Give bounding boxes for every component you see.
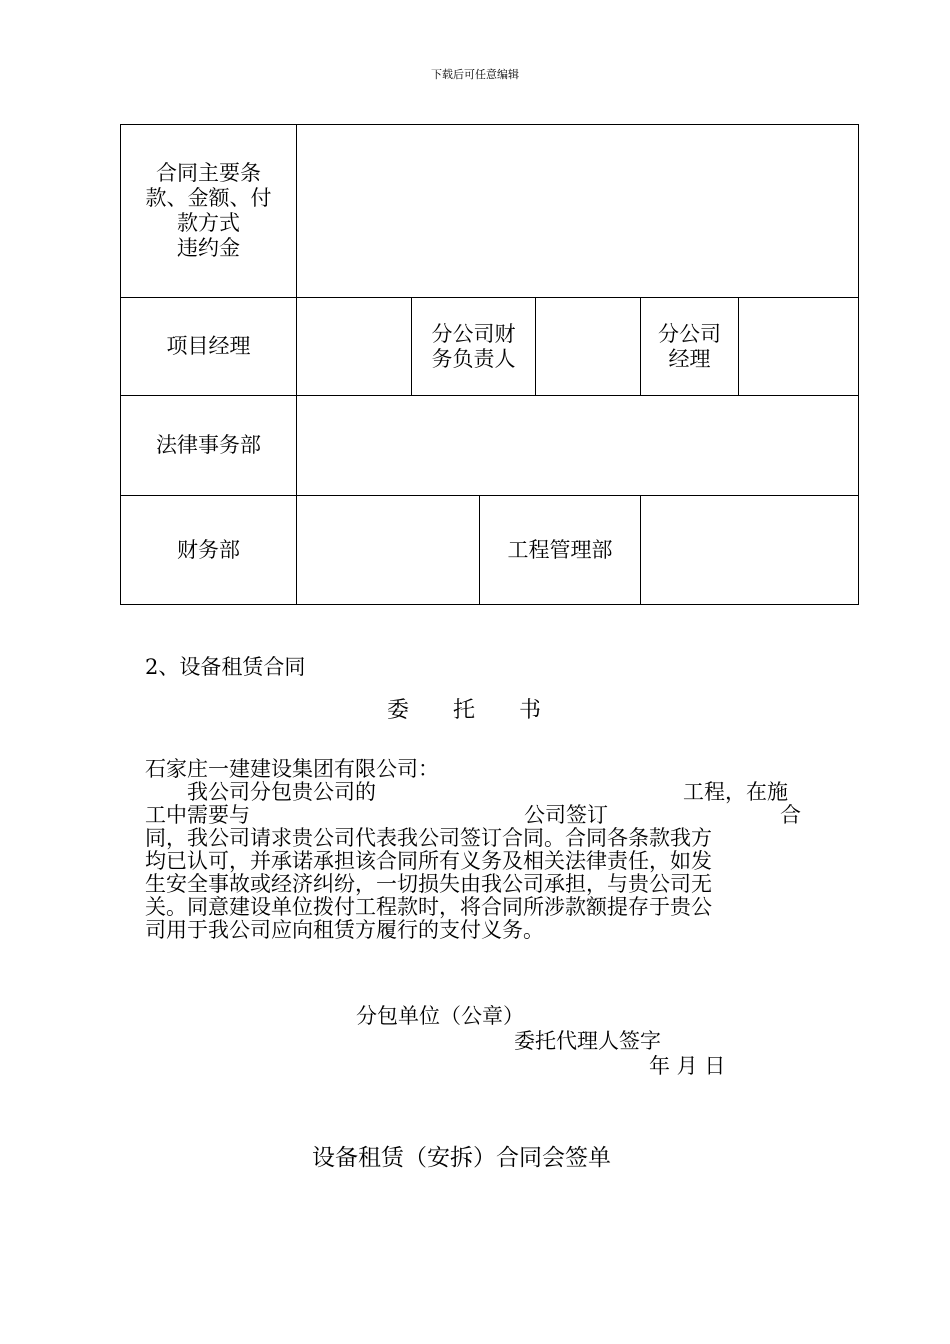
letter-text: 均已认可，并承诺承担该合同所有义务及相关法律责任，如发 xyxy=(145,849,712,873)
letter-text: 我公司分包贵公司的 xyxy=(187,780,376,804)
label-line: 经理 xyxy=(668,347,711,371)
contract-terms-label xyxy=(121,125,296,297)
label-line: 分公司 xyxy=(658,322,721,346)
header-note: 下载后可任意编辑 xyxy=(431,68,519,81)
finance-dept-field[interactable] xyxy=(297,496,479,604)
finance-dept-label: 财务部 xyxy=(177,537,240,562)
contract-terms-field[interactable] xyxy=(297,125,858,297)
section-heading: 2、设备租赁合同 xyxy=(145,655,306,679)
branch-finance-label xyxy=(412,298,535,395)
letter-text: 生安全事故或经济纠纷，一切损失由我公司承担，与贵公司无 xyxy=(145,872,712,896)
project-manager-field[interactable] xyxy=(297,298,411,395)
branch-manager-label xyxy=(641,298,738,395)
doc-title: 委 托 书 xyxy=(387,698,542,723)
branch-finance-field[interactable] xyxy=(536,298,640,395)
label-line: 务负责人 xyxy=(431,347,516,371)
engineering-dept-field[interactable] xyxy=(641,496,858,604)
letter-text: 司用于我公司应向租赁方履行的支付义务。 xyxy=(145,918,544,942)
label-line: 违约金 xyxy=(177,236,240,260)
table-line xyxy=(858,124,859,605)
agent-signature: 委托代理人签字 xyxy=(514,1029,661,1053)
legal-dept-label: 法律事务部 xyxy=(156,433,261,457)
letter-text: 同，我公司请求贵公司代表我公司签订合同。合同各条款我方 xyxy=(145,826,712,850)
legal-dept-field[interactable] xyxy=(297,396,858,495)
bottom-title: 设备租赁（安拆）合同会签单 xyxy=(312,1145,611,1171)
letter-text: 关。同意建设单位拨付工程款时，将合同所涉款额提存于贵公 xyxy=(145,895,712,919)
subcontractor-seal: 分包单位（公章） xyxy=(356,1004,524,1028)
letter-text: 工程，在施 xyxy=(683,780,788,804)
engineering-dept-label: 工程管理部 xyxy=(507,537,613,562)
letter-text: 工中需要与 xyxy=(145,803,250,827)
label-line: 合同主要条 xyxy=(156,161,261,185)
label-line: 分公司财 xyxy=(431,322,516,346)
branch-manager-field[interactable] xyxy=(739,298,858,395)
label-line: 款方式 xyxy=(177,211,240,235)
project-manager-label: 项目经理 xyxy=(166,334,251,358)
label-line: 款、金额、付 xyxy=(145,186,272,210)
sign-date: 年 月 日 xyxy=(649,1054,726,1078)
table-line xyxy=(120,604,859,605)
letter-text: 公司签订 xyxy=(524,803,608,827)
addressee: 石家庄一建建设集团有限公司： xyxy=(145,757,439,781)
letter-text: 合 xyxy=(780,803,801,827)
